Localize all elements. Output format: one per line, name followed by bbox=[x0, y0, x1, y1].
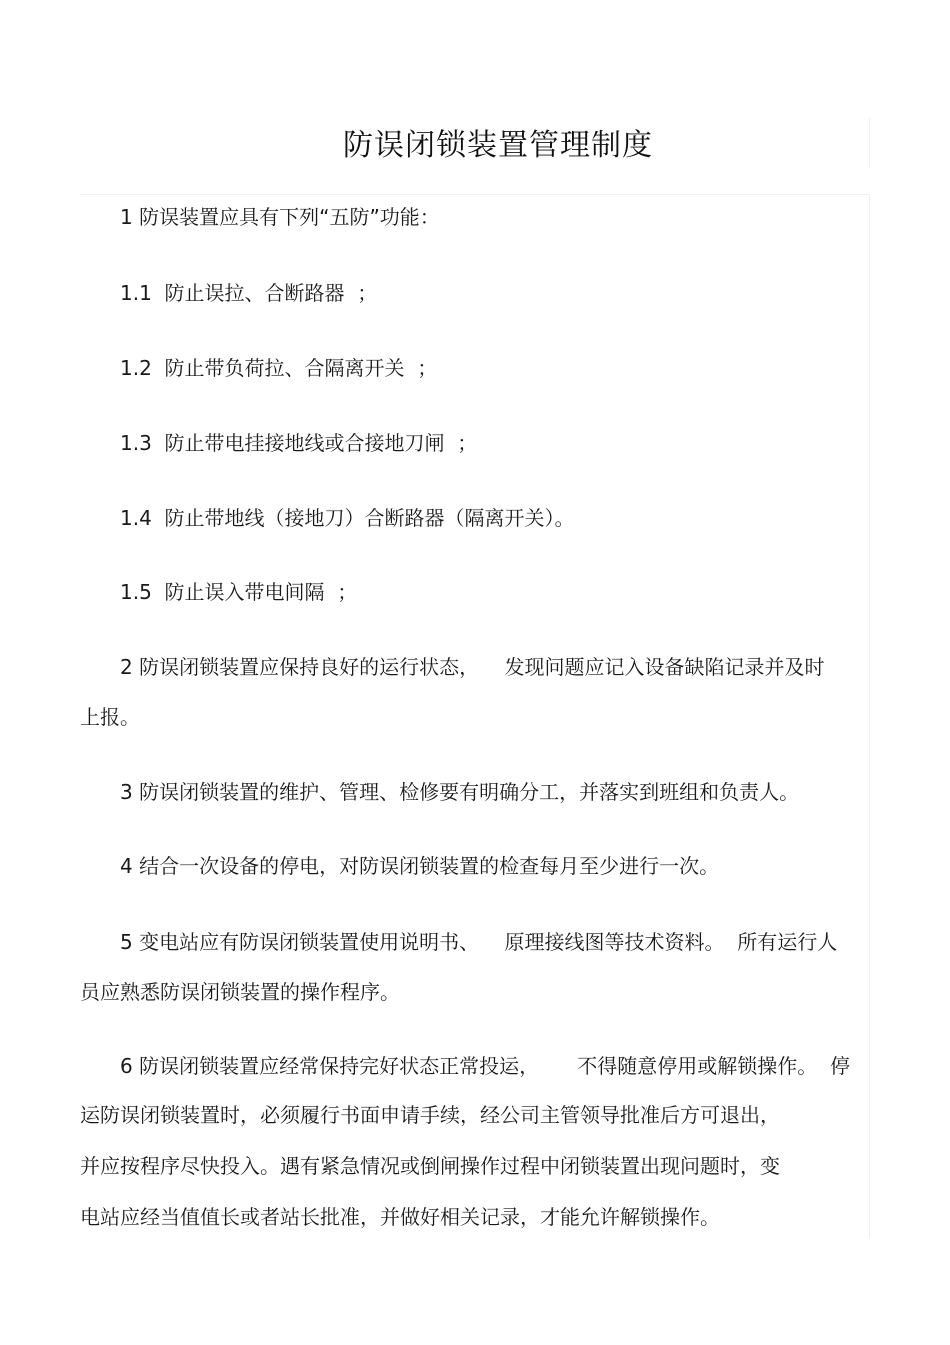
clause-1-3: 1.3 防止带电挂接地线或合接地刀闸 ； bbox=[120, 431, 478, 455]
clause-1-4: 1.4 防止带地线（接地刀）合断路器（隔离开关）。 bbox=[120, 506, 575, 530]
clause-2-line-2: 上报。 bbox=[80, 705, 140, 729]
clause-1-1: 1.1 防止误拉、合断路器 ； bbox=[120, 281, 378, 305]
clause-1-2: 1.2 防止带负荷拉、合隔离开关 ； bbox=[120, 356, 438, 380]
header-divider bbox=[80, 194, 870, 195]
clause-1-5: 1.5 防止误入带电间隔 ； bbox=[120, 580, 358, 604]
clause-3: 3 防误闭锁装置的维护、管理、检修要有明确分工，并落实到班组和负责人。 bbox=[120, 780, 800, 804]
right-border bbox=[869, 194, 870, 1238]
right-border-top bbox=[869, 118, 870, 168]
clause-4: 4 结合一次设备的停电，对防误闭锁装置的检查每月至少进行一次。 bbox=[120, 854, 720, 878]
clause-1: 1 防误装置应具有下列“五防”功能： bbox=[120, 205, 440, 229]
clause-6-line-1: 6 防误闭锁装置应经常保持完好状态正常投运， 不得随意停用或解锁操作。 停 bbox=[120, 1054, 850, 1078]
clause-6-line-4: 电站应经当值值长或者站长批准，并做好相关记录，才能允许解锁操作。 bbox=[80, 1205, 720, 1229]
clause-2-line-1: 2 防误闭锁装置应保持良好的运行状态， 发现问题应记入设备缺陷记录并及时 bbox=[120, 655, 825, 679]
clause-5-line-2: 员应熟悉防误闭锁装置的操作程序。 bbox=[80, 980, 400, 1004]
clause-6-line-3: 并应按程序尽快投入。遇有紧急情况或倒闸操作过程中闭锁装置出现问题时，变 bbox=[80, 1154, 780, 1178]
document-title: 防误闭锁装置管理制度 bbox=[343, 128, 653, 163]
clause-6-line-2: 运防误闭锁装置时，必须履行书面申请手续，经公司主管领导批准后方可退出， bbox=[80, 1103, 780, 1127]
clause-5-line-1: 5 变电站应有防误闭锁装置使用说明书、 原理接线图等技术资料。 所有运行人 bbox=[120, 930, 838, 954]
